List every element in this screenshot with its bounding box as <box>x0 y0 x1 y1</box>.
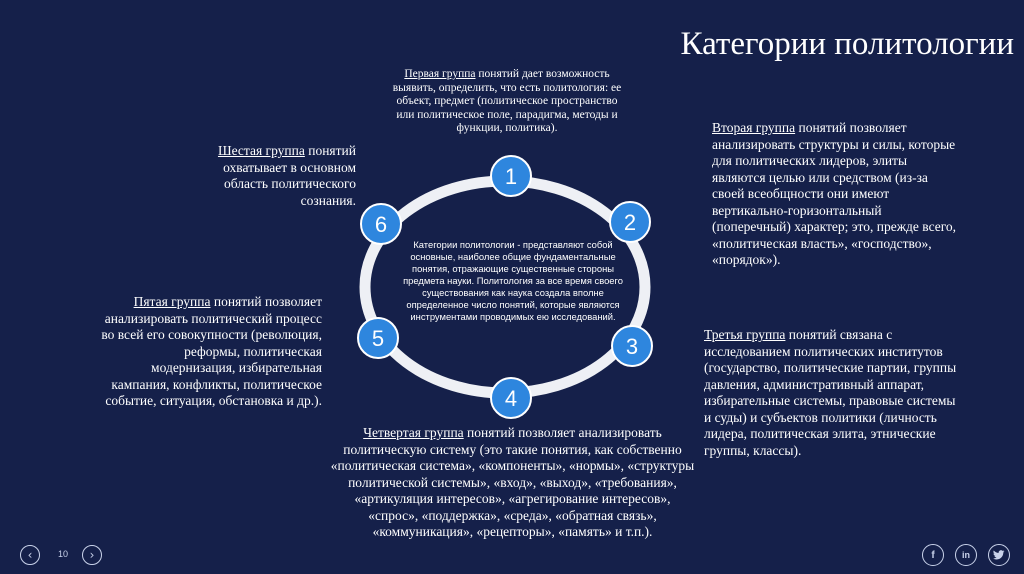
svg-text:5: 5 <box>371 326 385 351</box>
linkedin-button[interactable] <box>955 544 977 566</box>
group-4-link[interactable]: Четвертая группа <box>363 425 464 440</box>
page-title: Категории политологии <box>680 26 1014 62</box>
svg-text:2: 2 <box>623 210 637 235</box>
node-3[interactable] <box>612 326 652 366</box>
group-5-text: Пятая группа понятий позволяет анализировать политический процесс во всей его совокупности (революция, реформы, политическая модернизация, избирательная кампания, конфликты, политическое событие, ситуация, обстановка и др.). <box>101 294 322 408</box>
group-1-text: Первая группа понятий дает возможность выявить, определить, что есть политология: ее объект, предмет (политическое пространство или политическое поле, парадигма, методы и функции, политика). <box>392 68 622 134</box>
prev-slide-button[interactable] <box>20 545 40 565</box>
group-1-link[interactable]: Первая группа <box>404 68 476 80</box>
group-5-link[interactable]: Пятая группа <box>133 294 211 309</box>
node-2[interactable] <box>610 202 650 242</box>
twitter-icon <box>993 550 1005 560</box>
node-6[interactable] <box>361 204 401 244</box>
svg-text:3: 3 <box>625 334 639 359</box>
chevron-left-icon: ‹ <box>27 548 33 562</box>
linkedin-icon: in <box>962 550 970 560</box>
center-definition: Категории политологии - представляют собой основные, наиболее общие фундаментальные понятия, отражающие существенные стороны предмета науки. Политология за все время своего существования как наука создала вполне определенное число понятий, которые являются инструментами проводимых ею исследований. <box>403 239 623 322</box>
node-1[interactable] <box>491 156 531 196</box>
page-number: 10 <box>57 549 68 559</box>
svg-text:4: 4 <box>504 386 518 411</box>
group-6-link[interactable]: Шестая группа <box>217 143 305 158</box>
group-4-text: Четвертая группа понятий позволяет анализировать политическую систему (это такие понятия, как собственно «политическая система», «компоненты», «нормы», «структуры политической системы», «вход», «выход», «требования», «артикуляция интересов», «агрегирование интересов», «спрос», «поддержка», «среда», «обратная связь», «коммуникация», «рецепторы», «память» и т.п.). <box>330 425 695 539</box>
node-4[interactable] <box>491 378 531 418</box>
twitter-button[interactable] <box>988 544 1010 566</box>
group-2-link[interactable]: Вторая группа <box>712 120 796 135</box>
facebook-icon: f <box>931 549 935 561</box>
svg-text:6: 6 <box>374 212 388 237</box>
chevron-right-icon: › <box>89 548 95 562</box>
group-3-link[interactable]: Третья группа <box>704 327 786 342</box>
next-slide-button[interactable] <box>82 545 102 565</box>
node-5[interactable] <box>358 318 398 358</box>
group-2-text: Вторая группа понятий позволяет анализировать структуры и силы, которые для политических лидеров, элиты являются целью или средством (из-за своей всеобщности они имеют вертикально-горизонтальный (поперечный) характер; это, прежде всего, «политическая власть», «господство», «порядок»). <box>712 120 957 267</box>
group-6-text: Шестая группа понятий охватывает в основном область политического сознания. <box>217 143 356 208</box>
facebook-button[interactable] <box>922 544 944 566</box>
group-3-text: Третья группа понятий связана с исследованием политических институтов (государство, политические партии, группы давления, административный аппарат, избирательные системы, правовые системы и суды) и субъектов политики (личность лидера, политическая элита, этнические группы, классы). <box>704 327 957 458</box>
svg-text:1: 1 <box>504 164 518 189</box>
